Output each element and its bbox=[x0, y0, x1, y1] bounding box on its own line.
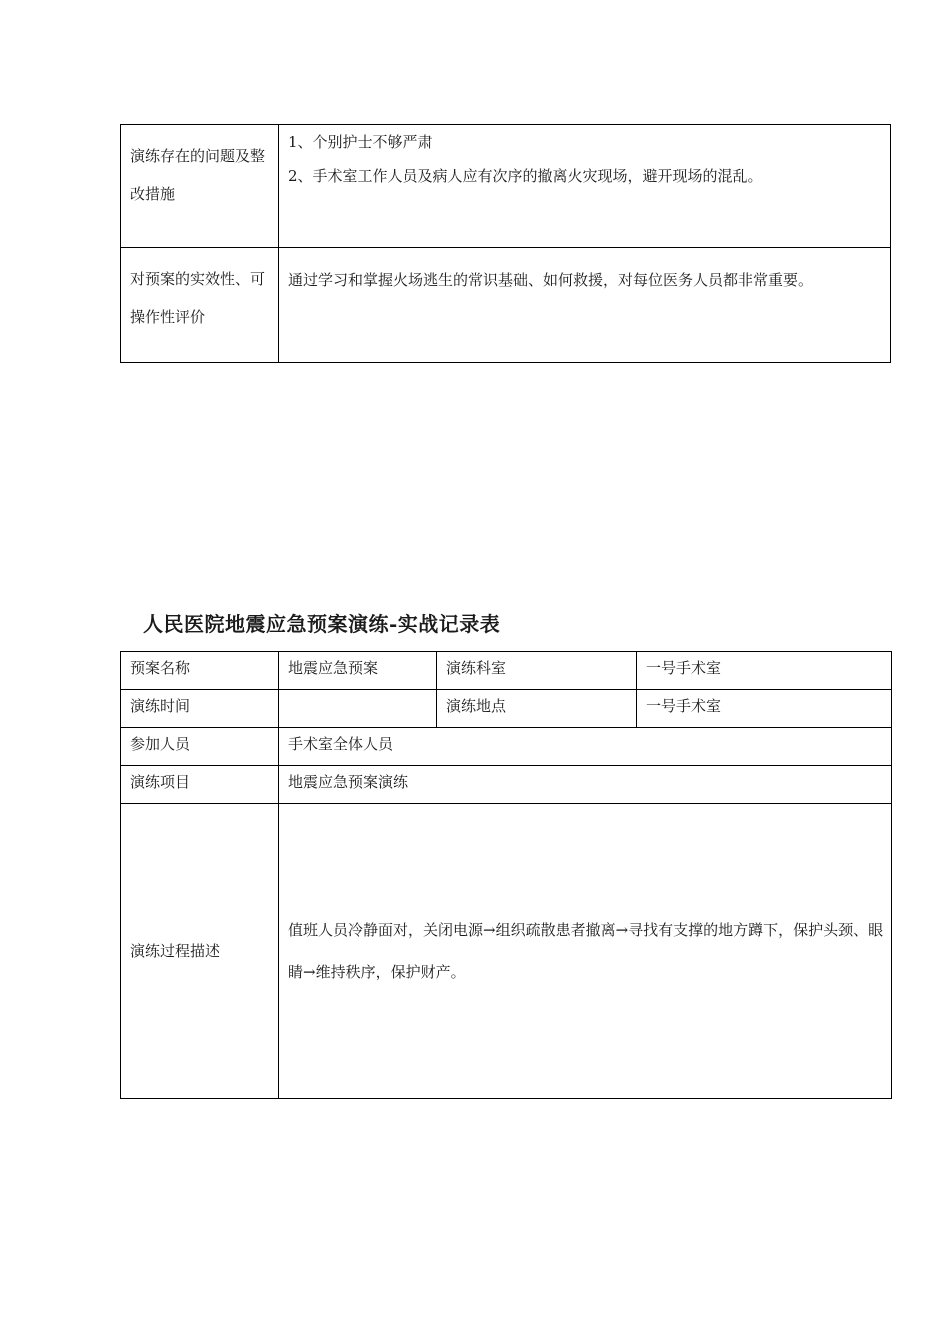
table-row bbox=[121, 804, 892, 1099]
time-value bbox=[279, 690, 437, 728]
table-row bbox=[121, 690, 892, 728]
plan-name-label: 预案名称 bbox=[121, 652, 279, 690]
table-row bbox=[121, 125, 891, 248]
problems-label: 演练存在的问题及整改措施 bbox=[121, 125, 279, 248]
drill-evaluation-table bbox=[120, 124, 891, 363]
dept-value: 一号手术室 bbox=[637, 652, 892, 690]
problems-content bbox=[279, 125, 891, 248]
location-label: 演练地点 bbox=[437, 690, 637, 728]
table-row bbox=[121, 766, 892, 804]
plan-name-value: 地震应急预案 bbox=[279, 652, 437, 690]
participants-value: 手术室全体人员 bbox=[279, 728, 892, 766]
table-row bbox=[121, 652, 892, 690]
process-description: 值班人员冷静面对，关闭电源→组织疏散患者撤离→寻找有支撑的地方蹲下，保护头颈、眼睛→维持秩序，保护财产。 bbox=[279, 804, 892, 1099]
project-label: 演练项目 bbox=[121, 766, 279, 804]
table-row bbox=[121, 728, 892, 766]
evaluation-content: 通过学习和掌握火场逃生的常识基础、如何救援，对每位医务人员都非常重要。 bbox=[279, 248, 891, 363]
problem-item-1: 1、个别护士不够严肃 bbox=[288, 133, 433, 151]
record-table-title: 人民医院地震应急预案演练-实战记录表 bbox=[143, 612, 501, 636]
location-value: 一号手术室 bbox=[637, 690, 892, 728]
problem-item-2: 2、手术室工作人员及病人应有次序的撤离火灾现场，避开现场的混乱。 bbox=[288, 167, 763, 185]
project-value: 地震应急预案演练 bbox=[279, 766, 892, 804]
table-row bbox=[121, 248, 891, 363]
participants-label: 参加人员 bbox=[121, 728, 279, 766]
dept-label: 演练科室 bbox=[437, 652, 637, 690]
earthquake-drill-record-table bbox=[120, 651, 892, 1099]
process-label: 演练过程描述 bbox=[121, 804, 279, 1099]
time-label: 演练时间 bbox=[121, 690, 279, 728]
evaluation-label: 对预案的实效性、可操作性评价 bbox=[121, 248, 279, 363]
